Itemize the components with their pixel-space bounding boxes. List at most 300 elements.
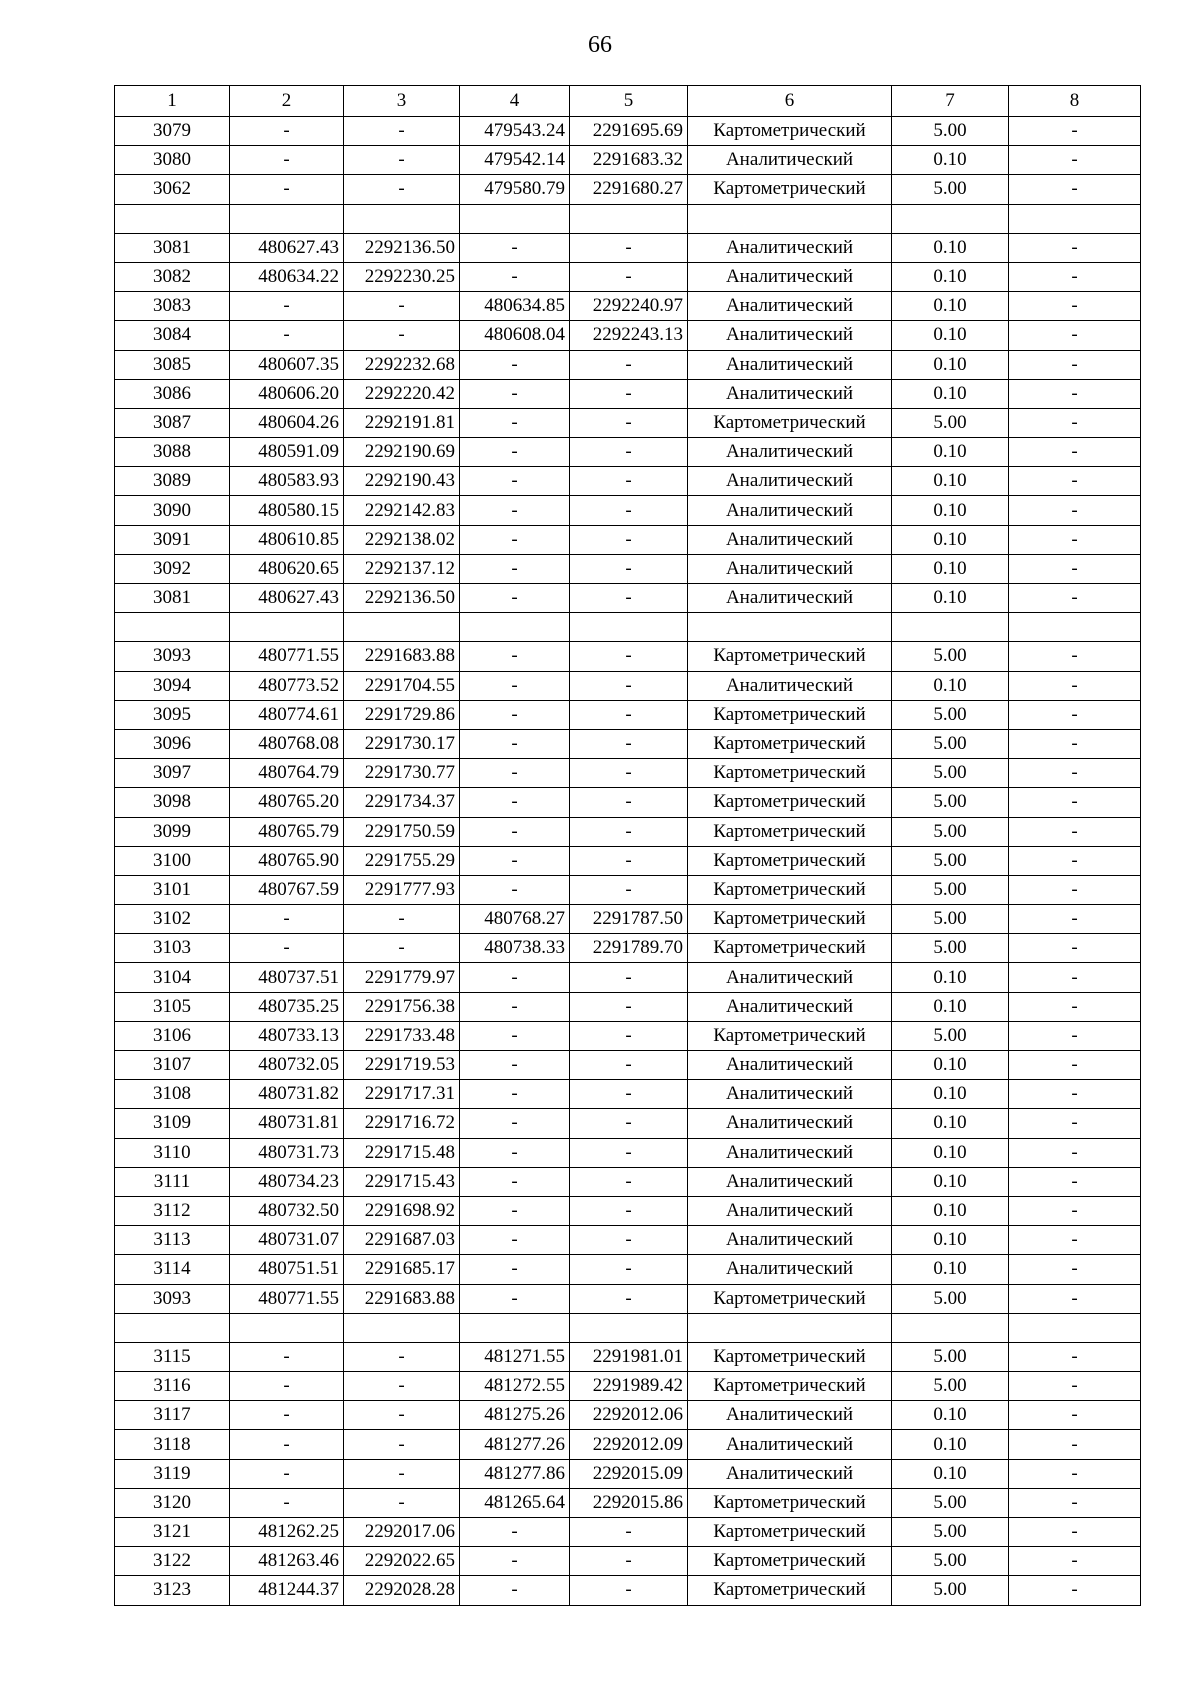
table-cell: - (460, 525, 570, 554)
table-row (115, 146, 1141, 175)
table-cell: 2291719.53 (344, 1051, 460, 1080)
table-cell: 0.10 (892, 1167, 1009, 1196)
table-cell: - (1009, 1196, 1141, 1225)
table-cell: 2291734.37 (344, 788, 460, 817)
table-cell: 3107 (115, 1051, 230, 1080)
table-row (115, 1401, 1141, 1430)
table-cell: 5.00 (892, 1021, 1009, 1050)
table-cell: 3088 (115, 438, 230, 467)
table-cell: 480634.85 (460, 292, 570, 321)
table-cell: - (344, 1342, 460, 1371)
table-cell (1009, 613, 1141, 642)
table-cell: 480634.22 (230, 262, 344, 291)
table-cell: Аналитический (688, 1051, 892, 1080)
table-row (115, 175, 1141, 204)
table-cell: - (230, 117, 344, 146)
table-cell: 2291750.59 (344, 817, 460, 846)
table-cell: 2291680.27 (570, 175, 688, 204)
table-cell: 5.00 (892, 817, 1009, 846)
table-cell: - (1009, 1021, 1141, 1050)
table-cell: - (1009, 905, 1141, 934)
table-cell: - (460, 1547, 570, 1576)
table-cell: 3082 (115, 262, 230, 291)
table-cell: - (1009, 934, 1141, 963)
table-cell: - (570, 1196, 688, 1225)
column-header: 5 (570, 86, 688, 117)
table-cell: - (344, 1488, 460, 1517)
table-cell: 3087 (115, 408, 230, 437)
table-cell: - (1009, 671, 1141, 700)
table-cell: - (1009, 1138, 1141, 1167)
table-cell: 2291730.77 (344, 759, 460, 788)
table-cell: Картометрический (688, 1518, 892, 1547)
table-cell: 0.10 (892, 1430, 1009, 1459)
table-cell (460, 1313, 570, 1342)
table-cell: - (1009, 584, 1141, 613)
table-cell: - (1009, 146, 1141, 175)
table-cell: 3102 (115, 905, 230, 934)
table-cell: 5.00 (892, 117, 1009, 146)
table-cell: 480606.20 (230, 379, 344, 408)
table-cell: 0.10 (892, 1401, 1009, 1430)
table-cell: 5.00 (892, 1518, 1009, 1547)
table-cell: Картометрический (688, 117, 892, 146)
table-row (115, 467, 1141, 496)
table-cell: - (1009, 292, 1141, 321)
table-cell: 480591.09 (230, 438, 344, 467)
table-cell: 3081 (115, 233, 230, 262)
table-cell: - (1009, 729, 1141, 758)
table-cell: 3085 (115, 350, 230, 379)
table-cell: Аналитический (688, 554, 892, 583)
table-cell: Картометрический (688, 175, 892, 204)
table-cell (115, 613, 230, 642)
table-cell: 3099 (115, 817, 230, 846)
table-cell: 481244.37 (230, 1576, 344, 1605)
table-cell: 3112 (115, 1196, 230, 1225)
table-row (115, 554, 1141, 583)
table-cell: 2292022.65 (344, 1547, 460, 1576)
table-row (115, 613, 1141, 642)
table-row (115, 1226, 1141, 1255)
table-cell: 0.10 (892, 379, 1009, 408)
table-row (115, 1109, 1141, 1138)
table-cell: 480771.55 (230, 1284, 344, 1313)
table-cell: 480774.61 (230, 700, 344, 729)
table-cell: - (460, 671, 570, 700)
table-row (115, 496, 1141, 525)
table-cell: - (1009, 1372, 1141, 1401)
table-row (115, 379, 1141, 408)
table-cell: Аналитический (688, 1138, 892, 1167)
table-cell: - (460, 438, 570, 467)
table-cell: Аналитический (688, 292, 892, 321)
table-cell: - (230, 1488, 344, 1517)
table-cell: - (1009, 438, 1141, 467)
table-cell: - (460, 350, 570, 379)
table-cell: 0.10 (892, 496, 1009, 525)
table-cell: - (1009, 1109, 1141, 1138)
table-row (115, 1021, 1141, 1050)
table-cell: 5.00 (892, 1284, 1009, 1313)
table-cell: 0.10 (892, 1196, 1009, 1225)
table-cell: - (230, 1401, 344, 1430)
table-cell: 3114 (115, 1255, 230, 1284)
table-cell: Картометрический (688, 759, 892, 788)
table-row (115, 1284, 1141, 1313)
table-cell (570, 1313, 688, 1342)
table-cell: 480608.04 (460, 321, 570, 350)
column-header: 4 (460, 86, 570, 117)
table-cell: 481275.26 (460, 1401, 570, 1430)
table-row (115, 204, 1141, 233)
table-cell: Картометрический (688, 1342, 892, 1371)
table-cell: 2292190.43 (344, 467, 460, 496)
table-cell (230, 204, 344, 233)
table-cell: 0.10 (892, 1080, 1009, 1109)
table-cell: 3118 (115, 1430, 230, 1459)
table-row (115, 729, 1141, 758)
table-cell: - (230, 1430, 344, 1459)
table-cell: Аналитический (688, 1401, 892, 1430)
table-cell: 3097 (115, 759, 230, 788)
table-cell (230, 1313, 344, 1342)
table-cell (892, 1313, 1009, 1342)
table-cell: Картометрический (688, 1547, 892, 1576)
table-cell: 2291685.17 (344, 1255, 460, 1284)
table-cell: - (460, 1576, 570, 1605)
table-cell: Картометрический (688, 1488, 892, 1517)
table-cell: 2291729.86 (344, 700, 460, 729)
table-cell: 480731.81 (230, 1109, 344, 1138)
table-cell: - (570, 438, 688, 467)
table-cell: 2292243.13 (570, 321, 688, 350)
table-cell: 480768.08 (230, 729, 344, 758)
table-row (115, 934, 1141, 963)
table-cell: Аналитический (688, 262, 892, 291)
table-cell: 0.10 (892, 963, 1009, 992)
table-cell: 3096 (115, 729, 230, 758)
table-cell: - (1009, 1051, 1141, 1080)
table-cell: 3116 (115, 1372, 230, 1401)
table-cell (115, 1313, 230, 1342)
table-cell: 481272.55 (460, 1372, 570, 1401)
table-cell: 2292012.09 (570, 1430, 688, 1459)
table-cell: - (1009, 1430, 1141, 1459)
table-cell: 3113 (115, 1226, 230, 1255)
table-cell: - (570, 700, 688, 729)
table-cell (688, 613, 892, 642)
table-cell: Аналитический (688, 1226, 892, 1255)
table-row (115, 1313, 1141, 1342)
table-row (115, 292, 1141, 321)
table-cell: 2291733.48 (344, 1021, 460, 1050)
table-cell: Картометрический (688, 905, 892, 934)
table-cell (688, 1313, 892, 1342)
table-cell: - (344, 117, 460, 146)
table-cell: 3119 (115, 1459, 230, 1488)
table-row (115, 1255, 1141, 1284)
table-cell: Аналитический (688, 379, 892, 408)
table-cell: - (1009, 1401, 1141, 1430)
table-cell: - (1009, 817, 1141, 846)
table-cell: 480604.26 (230, 408, 344, 437)
table-cell: - (1009, 1547, 1141, 1576)
table-cell: 2291789.70 (570, 934, 688, 963)
table-cell: Аналитический (688, 584, 892, 613)
table-cell: 480767.59 (230, 875, 344, 904)
table-cell (892, 204, 1009, 233)
table-cell: - (570, 788, 688, 817)
table-cell: Картометрический (688, 817, 892, 846)
table-cell: Аналитический (688, 992, 892, 1021)
table-cell: - (570, 1138, 688, 1167)
table-cell: 480737.51 (230, 963, 344, 992)
table-cell: - (344, 1401, 460, 1430)
table-cell: Аналитический (688, 1080, 892, 1109)
table-cell: 480771.55 (230, 642, 344, 671)
table-cell: - (230, 934, 344, 963)
table-cell: - (344, 146, 460, 175)
table-row (115, 438, 1141, 467)
table-cell: 480731.73 (230, 1138, 344, 1167)
table-cell: Картометрический (688, 1284, 892, 1313)
table-cell: - (1009, 963, 1141, 992)
table-cell: - (460, 467, 570, 496)
table-cell: 0.10 (892, 292, 1009, 321)
table-cell: Аналитический (688, 1255, 892, 1284)
table-cell: 5.00 (892, 759, 1009, 788)
table-cell: 480738.33 (460, 934, 570, 963)
table-cell: 481263.46 (230, 1547, 344, 1576)
table-cell: 2291717.31 (344, 1080, 460, 1109)
table-cell: 3109 (115, 1109, 230, 1138)
table-cell: 3122 (115, 1547, 230, 1576)
table-cell: 2291695.69 (570, 117, 688, 146)
table-cell: - (570, 846, 688, 875)
table-cell: - (460, 817, 570, 846)
table-cell (1009, 1313, 1141, 1342)
table-cell: - (1009, 1080, 1141, 1109)
table-cell: - (460, 496, 570, 525)
table-cell: 2292017.06 (344, 1518, 460, 1547)
table-cell: - (1009, 350, 1141, 379)
table-cell: - (1009, 554, 1141, 583)
table-cell: 480768.27 (460, 905, 570, 934)
table-cell: 2291787.50 (570, 905, 688, 934)
table-cell: 480751.51 (230, 1255, 344, 1284)
table-cell: - (570, 1226, 688, 1255)
table-cell: 480731.82 (230, 1080, 344, 1109)
table-cell: 2291755.29 (344, 846, 460, 875)
table-cell: 2292142.83 (344, 496, 460, 525)
table-cell: Картометрический (688, 875, 892, 904)
table-cell: - (460, 992, 570, 1021)
table-cell: - (460, 408, 570, 437)
table-cell: 2291715.48 (344, 1138, 460, 1167)
table-row (115, 1051, 1141, 1080)
table-cell: 2292015.09 (570, 1459, 688, 1488)
table-cell: 2292136.50 (344, 584, 460, 613)
table-row (115, 700, 1141, 729)
table-cell: 480765.90 (230, 846, 344, 875)
table-cell: 3108 (115, 1080, 230, 1109)
table-cell: - (460, 963, 570, 992)
table-cell: 2292028.28 (344, 1576, 460, 1605)
table-cell: 2291683.88 (344, 642, 460, 671)
table-cell: 2291716.72 (344, 1109, 460, 1138)
table-cell: - (570, 817, 688, 846)
table-cell (344, 613, 460, 642)
table-cell: - (460, 788, 570, 817)
table-cell: 3090 (115, 496, 230, 525)
table-cell: 2291698.92 (344, 1196, 460, 1225)
table-cell: - (460, 846, 570, 875)
table-cell: Картометрический (688, 788, 892, 817)
table-cell: 3115 (115, 1342, 230, 1371)
table-cell: 2292136.50 (344, 233, 460, 262)
table-cell: - (230, 292, 344, 321)
table-row (115, 671, 1141, 700)
table-cell: 5.00 (892, 175, 1009, 204)
table-cell: 480773.52 (230, 671, 344, 700)
table-cell: - (570, 350, 688, 379)
table-cell: Аналитический (688, 233, 892, 262)
table-cell: 3106 (115, 1021, 230, 1050)
table-cell: 5.00 (892, 1547, 1009, 1576)
table-cell: - (460, 700, 570, 729)
table-cell: 3098 (115, 788, 230, 817)
table-row (115, 905, 1141, 934)
table-cell: 3094 (115, 671, 230, 700)
table-row (115, 1547, 1141, 1576)
table-cell: - (570, 729, 688, 758)
table-cell: - (230, 146, 344, 175)
table-cell: - (570, 1518, 688, 1547)
table-cell (115, 204, 230, 233)
table-cell: - (1009, 408, 1141, 437)
table-cell: 0.10 (892, 438, 1009, 467)
table-cell: Аналитический (688, 1109, 892, 1138)
table-cell: - (570, 1547, 688, 1576)
table-cell: - (230, 175, 344, 204)
table-row (115, 1488, 1141, 1517)
table-cell: - (570, 1167, 688, 1196)
table-cell: Картометрический (688, 729, 892, 758)
table-cell: - (460, 1021, 570, 1050)
column-header: 2 (230, 86, 344, 117)
table-cell: Аналитический (688, 467, 892, 496)
table-cell: Аналитический (688, 1459, 892, 1488)
table-cell: 2291704.55 (344, 671, 460, 700)
table-cell: - (1009, 992, 1141, 1021)
table-row (115, 350, 1141, 379)
table-cell: 480732.50 (230, 1196, 344, 1225)
table-cell: 3095 (115, 700, 230, 729)
table-cell: 5.00 (892, 846, 1009, 875)
table-cell (230, 613, 344, 642)
table-cell: 3100 (115, 846, 230, 875)
table-cell: Аналитический (688, 438, 892, 467)
table-cell: - (1009, 1518, 1141, 1547)
table-cell: 480765.20 (230, 788, 344, 817)
table-cell: 0.10 (892, 992, 1009, 1021)
table-cell: 3083 (115, 292, 230, 321)
table-cell: Картометрический (688, 846, 892, 875)
table-cell: 5.00 (892, 642, 1009, 671)
table-cell: 5.00 (892, 1372, 1009, 1401)
table-cell: 3101 (115, 875, 230, 904)
table-cell: - (1009, 1459, 1141, 1488)
table-cell: 0.10 (892, 146, 1009, 175)
table-cell: 3120 (115, 1488, 230, 1517)
table-cell: - (460, 554, 570, 583)
table-cell: 3081 (115, 584, 230, 613)
table-cell: - (1009, 117, 1141, 146)
table-cell: - (230, 321, 344, 350)
table-cell: - (230, 1342, 344, 1371)
table-cell: 481265.64 (460, 1488, 570, 1517)
table-cell: 480610.85 (230, 525, 344, 554)
table-cell: Аналитический (688, 1167, 892, 1196)
table-cell (460, 204, 570, 233)
table-cell: - (1009, 321, 1141, 350)
table-row (115, 584, 1141, 613)
table-cell: - (460, 1518, 570, 1547)
table-cell: - (344, 1459, 460, 1488)
table-cell: 480764.79 (230, 759, 344, 788)
table-cell: - (570, 642, 688, 671)
table-cell: 3092 (115, 554, 230, 583)
table-cell: 5.00 (892, 905, 1009, 934)
table-row (115, 1138, 1141, 1167)
table-cell: - (344, 905, 460, 934)
table-cell: - (570, 525, 688, 554)
table-cell: 0.10 (892, 1138, 1009, 1167)
table-cell: 481277.26 (460, 1430, 570, 1459)
table-cell: 2292190.69 (344, 438, 460, 467)
table-cell: 3117 (115, 1401, 230, 1430)
table-cell (688, 204, 892, 233)
table-cell: - (460, 642, 570, 671)
table-row (115, 1459, 1141, 1488)
table-row (115, 525, 1141, 554)
table-cell: - (570, 262, 688, 291)
table-row (115, 817, 1141, 846)
table-cell: - (1009, 1576, 1141, 1605)
table-cell: 0.10 (892, 584, 1009, 613)
table-cell: 5.00 (892, 788, 1009, 817)
table-cell: 3121 (115, 1518, 230, 1547)
table-row (115, 1342, 1141, 1371)
table-cell (1009, 204, 1141, 233)
table-cell: - (570, 554, 688, 583)
table-cell: - (570, 1021, 688, 1050)
table-cell: Картометрический (688, 1372, 892, 1401)
table-cell: Картометрический (688, 700, 892, 729)
table-cell: - (460, 759, 570, 788)
table-cell: 480733.13 (230, 1021, 344, 1050)
table-cell: - (570, 1284, 688, 1313)
page-number: 66 (588, 32, 612, 58)
table-cell: 3111 (115, 1167, 230, 1196)
table-cell: 3110 (115, 1138, 230, 1167)
table-cell: - (570, 1109, 688, 1138)
table-cell: 480732.05 (230, 1051, 344, 1080)
table-cell: - (460, 1109, 570, 1138)
table-cell: - (344, 321, 460, 350)
table-cell: - (460, 1051, 570, 1080)
